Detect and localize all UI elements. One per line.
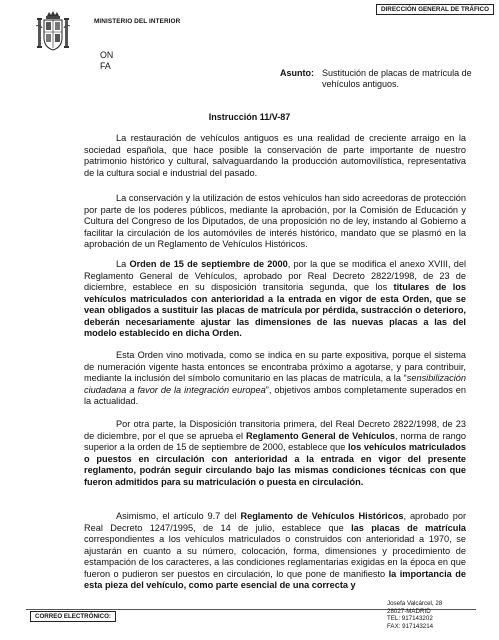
paragraph-text: , por la que se modifica el anexo XVIII, del Reglamento General de Vehículos, aprobado por Real Decreto 2822/1998, de 23 de diciembre, establece en su disposición transitoria segunda, que los — [84, 259, 467, 292]
instruction-title: Instrucción 11/V-87 — [208, 112, 291, 122]
paragraph-emphasis: la importancia de esta pieza del vehículo, como parte esencial de una correcta y — [84, 568, 466, 590]
directorate-box: DIRECCIÓN GENERAL DE TRÁFICO — [376, 4, 494, 15]
paragraph-text: Asimismo, el artículo 9.7 del — [116, 511, 241, 521]
reference-codes — [100, 50, 113, 72]
phone-number: TEL: 917143202 — [387, 615, 433, 623]
paragraph — [84, 259, 466, 340]
ministry-name: MINISTERIO DEL INTERIOR — [94, 18, 181, 25]
paragraph-text: correspondientes a los vehículos matriculados o construidos con anterioridad a 1970, se ajustarán en cuanto a su número, colocación, forma, dimensiones y procedimiento de estampación de los caracteres, a las condiciones reglamentarias exigidas en la época en que fueron o pudieron ser puestos en circulación, lo que pone de manifiesto — [84, 534, 466, 579]
paragraph-emphasis: las placas de matrícula — [351, 522, 467, 533]
paragraph-emphasis: los vehículos matriculados o puestos en circulación con anterioridad a la entrada en vigor del presente reglamento, podrán seguir circulando bajo las mismas condiciones técnicas con que fueron admitidos para su matriculación o puesta en circulación. — [84, 442, 466, 487]
paragraph-text: Esta Orden vino motivada, como se indica en su parte expositiva, porque el sistema de numeración vigente hasta entonces se encontraba próximo a agotarse, y para contribuir, mediante la inclusión del símbolo comunitario en las placas de matrícula, a la “ — [84, 350, 466, 383]
paragraph — [84, 419, 466, 488]
email-label: CORREO ELECTRÓNICO: — [30, 611, 116, 622]
regulation-name: Reglamento de Vehículos Históricos — [240, 511, 404, 521]
paragraph — [84, 511, 466, 592]
coat-of-arms-logo — [36, 10, 70, 54]
reference-line: ON — [100, 50, 114, 60]
paragraph-text: Por otra parte, la Disposición transitoria primera, del Real Decreto 2822/1998, de 23 de diciembre, por el que se aprueba el — [84, 419, 466, 441]
paragraph — [84, 350, 466, 408]
paragraph: La conservación y la utilización de estos vehículos han sido acreedoras de protección por parte de los poderes públicos, mediante la aprobación, por la Comisión de Educación y Cultura del Congreso de los Diputados, de una proposición no de ley, instando al Gobierno a facilitar la circulación de los automóviles de interés histórico, mandato que se plasmó en la aprobación de un Reglamento de Vehículos Históricos. — [84, 193, 466, 249]
paragraph-text: , norma de rango superior a la orden de 15 de septiembre de 2000, establece que — [84, 430, 466, 452]
paragraph-text: , aprobado por Real Decreto 1247/1995, de 14 de julio, establece que — [84, 511, 467, 533]
address-block — [387, 600, 442, 630]
subject-text: Sustitución de placas de matrícula de vehículos antiguos. — [322, 68, 472, 89]
reference-line: FA — [100, 61, 111, 71]
quoted-phrase: sensibilización ciudadana a favor de la integración europea — [84, 373, 466, 395]
paragraph-text: La — [116, 259, 130, 269]
paragraph-text: ”, objetivos ambos completamente superados en la actualidad. — [84, 384, 466, 406]
address-line: 28027-MADRID — [387, 607, 431, 615]
fax-number: FAX: 917143214 — [387, 622, 434, 630]
subject-label: Asunto: — [280, 68, 314, 78]
address-line: Josefa Valcárcel, 28 — [387, 600, 443, 607]
regulation-name: Reglamento General de Vehículos — [245, 430, 396, 441]
paragraph: La restauración de vehículos antiguos es una realidad de creciente arraigo en la sociedad española, que hace posible la conservación de parte importante de nuestro patrimonio histórico y cultural, salvaguardando la producción automovilística, representativa de la cultura social e industrial del pasado. — [84, 133, 466, 178]
paragraph-emphasis: titulares de los vehículos matriculados con anterioridad a la entrada en vigor de esta Orden, que se vean obligados a sustituir las placas de matrícula por pérdida, sustracción o deterioro, deberán necesariamente ajustar las dimensiones de las nuevas placas a las del modelo establecido en dicha Orden. — [84, 282, 467, 338]
order-reference: Orden de 15 de septiembre de 2000 — [129, 259, 288, 269]
